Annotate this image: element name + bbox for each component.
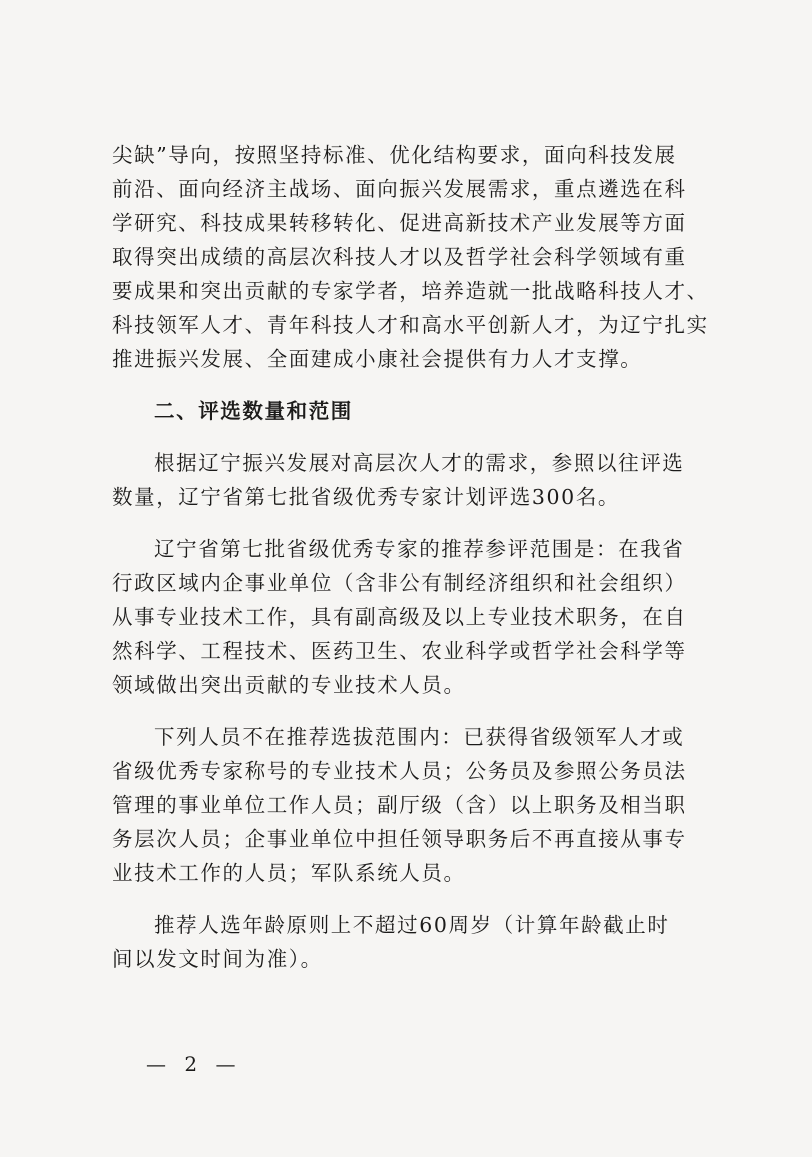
text-line: 业技术工作的人员；军队系统人员。: [112, 861, 466, 885]
age-paragraph: [112, 908, 724, 976]
text-line: 尖缺”导向，按照坚持标准、优化结构要求，面向科技发展: [112, 143, 677, 167]
text-line: 行政区域内企事业单位（含非公有制经济组织和社会组织）: [112, 571, 687, 595]
text-line: 务层次人员；企事业单位中担任领导职务后不再直接从事专: [112, 827, 687, 851]
section-heading: 二、评选数量和范围: [154, 399, 353, 423]
intro-paragraph: [112, 138, 724, 376]
text-line: 取得突出成绩的高层次科技人才以及哲学社会科学领域有重: [112, 245, 687, 269]
body-text: [112, 138, 724, 976]
text-line: 然科学、工程技术、医药卫生、农业科学或哲学社会科学等: [112, 639, 687, 663]
text-line: 从事专业技术工作，具有副高级及以上专业技术职务，在自: [112, 605, 687, 629]
text-line: 推荐人选年龄原则上不超过60周岁（计算年龄截止时: [154, 913, 670, 937]
text-line: 前沿、面向经济主战场、面向振兴发展需求，重点遴选在科: [112, 177, 687, 201]
text-line: 根据辽宁振兴发展对高层次人才的需求，参照以往评选: [154, 451, 685, 475]
exclusion-paragraph: [112, 720, 724, 890]
text-line: 推进振兴发展、全面建成小康社会提供有力人才支撑。: [112, 347, 643, 371]
text-line: 辽宁省第七批省级优秀专家的推荐参评范围是：在我省: [154, 537, 685, 561]
scope-paragraph: [112, 532, 724, 702]
text-line: 要成果和突出贡献的专家学者，培养造就一批战略科技人才、: [112, 279, 709, 303]
quantity-paragraph: [112, 446, 724, 514]
text-line: 省级优秀专家称号的专业技术人员；公务员及参照公务员法: [112, 759, 687, 783]
text-line: 学研究、科技成果转移转化、促进高新技术产业发展等方面: [112, 211, 687, 235]
text-line: 数量，辽宁省第七批省级优秀专家计划评选300名。: [112, 485, 621, 509]
text-line: 领域做出突出贡献的专业技术人员。: [112, 673, 466, 697]
text-line: 管理的事业单位工作人员；副厅级（含）以上职务及相当职: [112, 793, 687, 817]
text-line: 下列人员不在推荐选拔范围内：已获得省级领军人才或: [154, 725, 685, 749]
text-line: 科技领军人才、青年科技人才和高水平创新人才，为辽宁扎实: [112, 313, 709, 337]
page-number: — 2 —: [146, 1052, 242, 1076]
text-line: 间以发文时间为准）。: [112, 947, 323, 971]
